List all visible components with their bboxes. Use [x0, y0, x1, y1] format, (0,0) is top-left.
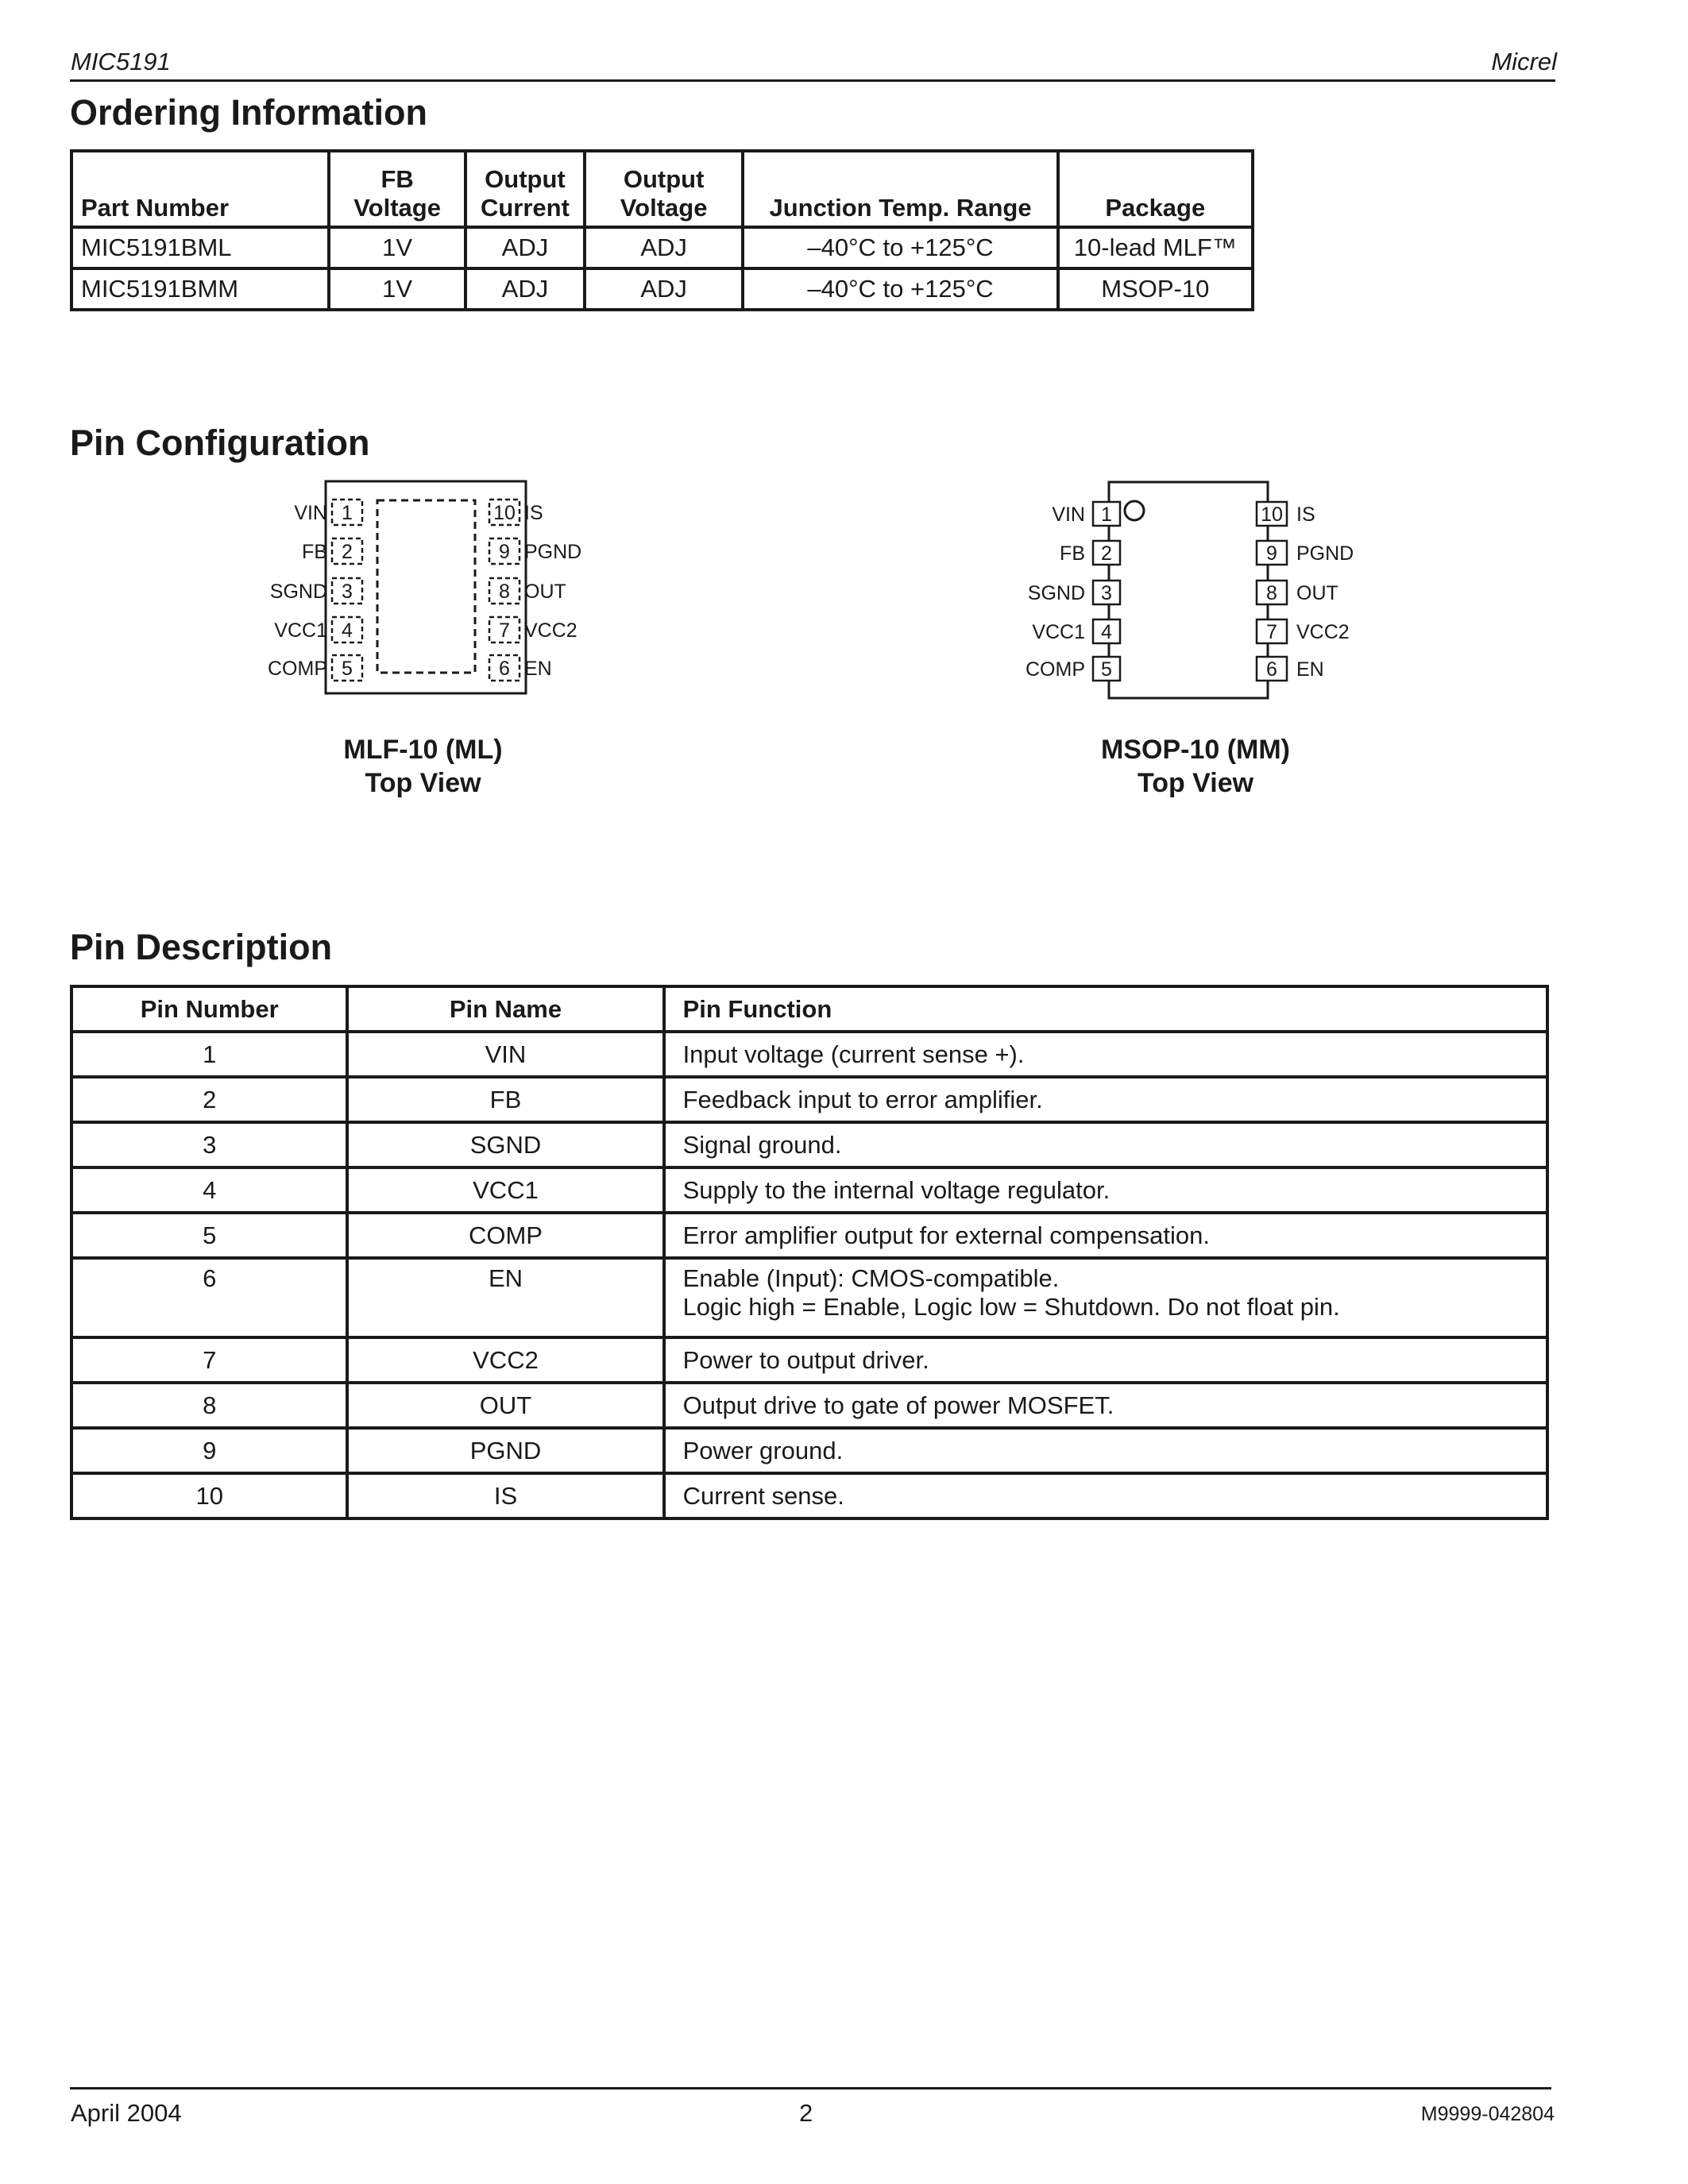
footer-date: April 2004 [71, 2099, 182, 2127]
pin-desc-row [71, 1077, 1547, 1122]
pin-number-label: 4 [1101, 621, 1112, 643]
pin-name-label: COMP [1026, 658, 1085, 681]
pin-number-label: 9 [499, 541, 510, 563]
pin-config-title: Pin Configuration [70, 423, 370, 463]
pin-function-text: Error amplifier output for external compensation. [682, 1221, 1210, 1249]
mlf10-diagram [238, 473, 620, 703]
pin-function-text: Enable (Input): CMOS-compatible. [682, 1264, 1060, 1292]
pin-name-label: PGND [1296, 542, 1354, 565]
ordering-cell: –40°C to +125°C [743, 227, 1057, 268]
pin-number-label: 4 [342, 619, 353, 642]
msop-package-outline [1109, 482, 1268, 698]
ordering-table [70, 149, 1254, 311]
pin-number-cell: 1 [71, 1032, 347, 1077]
ordering-title: Ordering Information [70, 92, 427, 133]
pin-number-label: 6 [1266, 658, 1277, 681]
pin-number-cell: 2 [71, 1077, 347, 1122]
footer-page-number: 2 [799, 2099, 813, 2127]
pin-name-label: EN [1296, 658, 1324, 681]
header-rule [70, 79, 1555, 82]
pin-number-label: 7 [499, 619, 510, 642]
pin-function-cell [664, 1032, 1547, 1077]
pin-name-cell: VCC1 [347, 1167, 663, 1213]
ordering-cell: MSOP-10 [1058, 268, 1253, 310]
pin-name-label: VCC2 [524, 619, 577, 642]
pin-number-label: 1 [342, 502, 353, 524]
pin-name-label: IS [1296, 504, 1315, 526]
pin-function-cell [664, 1473, 1547, 1518]
pin-name-cell: VIN [347, 1032, 663, 1077]
pin-number-label: 9 [1266, 542, 1277, 565]
pin-name-label: SGND [1027, 582, 1085, 604]
ordering-header-cell: Junction Temp. Range [743, 151, 1057, 227]
pin-number-label: 10 [1261, 504, 1283, 526]
pin-function-cell [664, 1122, 1547, 1167]
pin-desc-row [71, 1258, 1547, 1337]
msop-caption: MSOP-10 (MM) Top View [1101, 735, 1290, 798]
pin-name-label: OUT [524, 581, 566, 603]
pin-number-label: 6 [499, 658, 510, 680]
pin-name-cell: EN [347, 1258, 663, 1337]
pin-name-label: IS [524, 502, 543, 524]
pin-function-text: Power to output driver. [682, 1345, 929, 1374]
pin-number-cell: 9 [71, 1428, 347, 1473]
pin-function-text: Output drive to gate of power MOSFET. [682, 1391, 1114, 1419]
pin-name-label: SGND [269, 581, 327, 603]
pin-name-label: VIN [1052, 504, 1085, 526]
pin-number-cell: 7 [71, 1337, 347, 1383]
pin-desc-row [71, 1337, 1547, 1383]
ordering-cell: ADJ [585, 227, 744, 268]
header-part-number: MIC5191 [71, 48, 171, 75]
ordering-row [71, 227, 1253, 268]
pin-name-label: VIN [294, 502, 327, 524]
pin-number-cell: 4 [71, 1167, 347, 1213]
pin-desc-row [71, 1473, 1547, 1518]
pin-function-text: Feedback input to error amplifier. [682, 1085, 1043, 1113]
pin-desc-header-cell: Pin Name [347, 986, 663, 1032]
ordering-header-cell: Part Number [71, 151, 329, 227]
ordering-header-cell: Package [1058, 151, 1253, 227]
pin-name-cell: COMP [347, 1213, 663, 1258]
pin-function-cell [664, 1428, 1547, 1473]
ordering-cell: –40°C to +125°C [743, 268, 1057, 310]
pin-function-cell [664, 1337, 1547, 1383]
ordering-cell: ADJ [585, 268, 744, 310]
pin-function-cell [664, 1167, 1547, 1213]
pin-function-text: Input voltage (current sense +). [682, 1040, 1025, 1068]
pin-name-cell: SGND [347, 1122, 663, 1167]
pin-number-cell: 8 [71, 1383, 347, 1428]
pin-function-cell [664, 1213, 1547, 1258]
header-company: Micrel [1491, 48, 1557, 75]
ordering-cell: MIC5191BML [71, 227, 329, 268]
pin-function-cell [664, 1077, 1547, 1122]
pin-number-label: 8 [1266, 582, 1277, 604]
pin-desc-header-row [71, 986, 1547, 1032]
pin-name-label: FB [302, 541, 327, 563]
pin-name-cell: PGND [347, 1428, 663, 1473]
pin-desc-row [71, 1383, 1547, 1428]
mlf-caption: MLF-10 (ML) Top View [343, 735, 503, 798]
ordering-header-cell: FB Voltage [329, 151, 465, 227]
pin-desc-header-cell: Pin Number [71, 986, 347, 1032]
pin-name-cell: VCC2 [347, 1337, 663, 1383]
ordering-cell: 1V [329, 227, 465, 268]
pin-number-cell: 6 [71, 1258, 347, 1337]
ordering-cell: 10-lead MLF™ [1058, 227, 1253, 268]
pin-number-cell: 5 [71, 1213, 347, 1258]
pin-function-text: Current sense. [682, 1481, 844, 1510]
pin-name-label: COMP [268, 658, 327, 680]
pin-function-cell [664, 1258, 1547, 1337]
pin-function-text: Signal ground. [682, 1130, 842, 1159]
pin-name-label: EN [524, 658, 552, 680]
footer-rule [70, 2087, 1551, 2089]
pin-name-label: PGND [524, 541, 582, 563]
ordering-header-row [71, 151, 1253, 227]
pin-function-text: Supply to the internal voltage regulator. [682, 1175, 1111, 1204]
ordering-cell: 1V [329, 268, 465, 310]
pin-function-cell [664, 1383, 1547, 1428]
pin-desc-row [71, 1428, 1547, 1473]
ordering-cell: ADJ [465, 227, 585, 268]
pin-number-label: 7 [1266, 621, 1277, 643]
pin-name-cell: IS [347, 1473, 663, 1518]
ordering-cell: MIC5191BMM [71, 268, 329, 310]
pin-desc-row [71, 1167, 1547, 1213]
pin-number-label: 10 [493, 502, 516, 524]
pin1-marker-icon [1125, 501, 1144, 520]
pin-number-label: 2 [1101, 542, 1112, 565]
pin-number-label: 5 [342, 658, 353, 680]
footer-doc-number: M9999-042804 [1420, 2103, 1555, 2125]
pin-desc-row [71, 1122, 1547, 1167]
pin-number-label: 2 [342, 541, 353, 563]
ordering-header-cell: Output Voltage [585, 151, 744, 227]
pin-number-label: 8 [499, 581, 510, 603]
pin-name-label: OUT [1296, 582, 1338, 604]
ordering-row [71, 268, 1253, 310]
pin-function-text: Power ground. [682, 1436, 844, 1464]
pin-number-cell: 10 [71, 1473, 347, 1518]
pin-desc-row [71, 1213, 1547, 1258]
pin-number-label: 3 [1101, 582, 1112, 604]
pin-name-label: VCC2 [1296, 621, 1350, 643]
pin-name-label: VCC1 [274, 619, 327, 642]
ordering-header-cell: Output Current [465, 151, 585, 227]
pin-number-label: 5 [1101, 658, 1112, 681]
pin-desc-title: Pin Description [70, 927, 333, 967]
mlf-exposed-pad [377, 500, 475, 673]
pin-function-text: Logic high = Enable, Logic low = Shutdown. Do not float pin. [682, 1293, 1340, 1321]
pin-number-label: 3 [342, 581, 353, 603]
ordering-cell: ADJ [465, 268, 585, 310]
pin-name-cell: FB [347, 1077, 663, 1122]
pin-desc-row [71, 1032, 1547, 1077]
msop10-diagram [1001, 473, 1398, 703]
pin-description-table [70, 985, 1549, 1520]
pin-name-label: VCC1 [1032, 621, 1085, 643]
pin-name-label: FB [1060, 542, 1085, 565]
pin-number-cell: 3 [71, 1122, 347, 1167]
pin-desc-header-cell: Pin Function [664, 986, 1547, 1032]
pin-number-label: 1 [1101, 504, 1112, 526]
pin-name-cell: OUT [347, 1383, 663, 1428]
